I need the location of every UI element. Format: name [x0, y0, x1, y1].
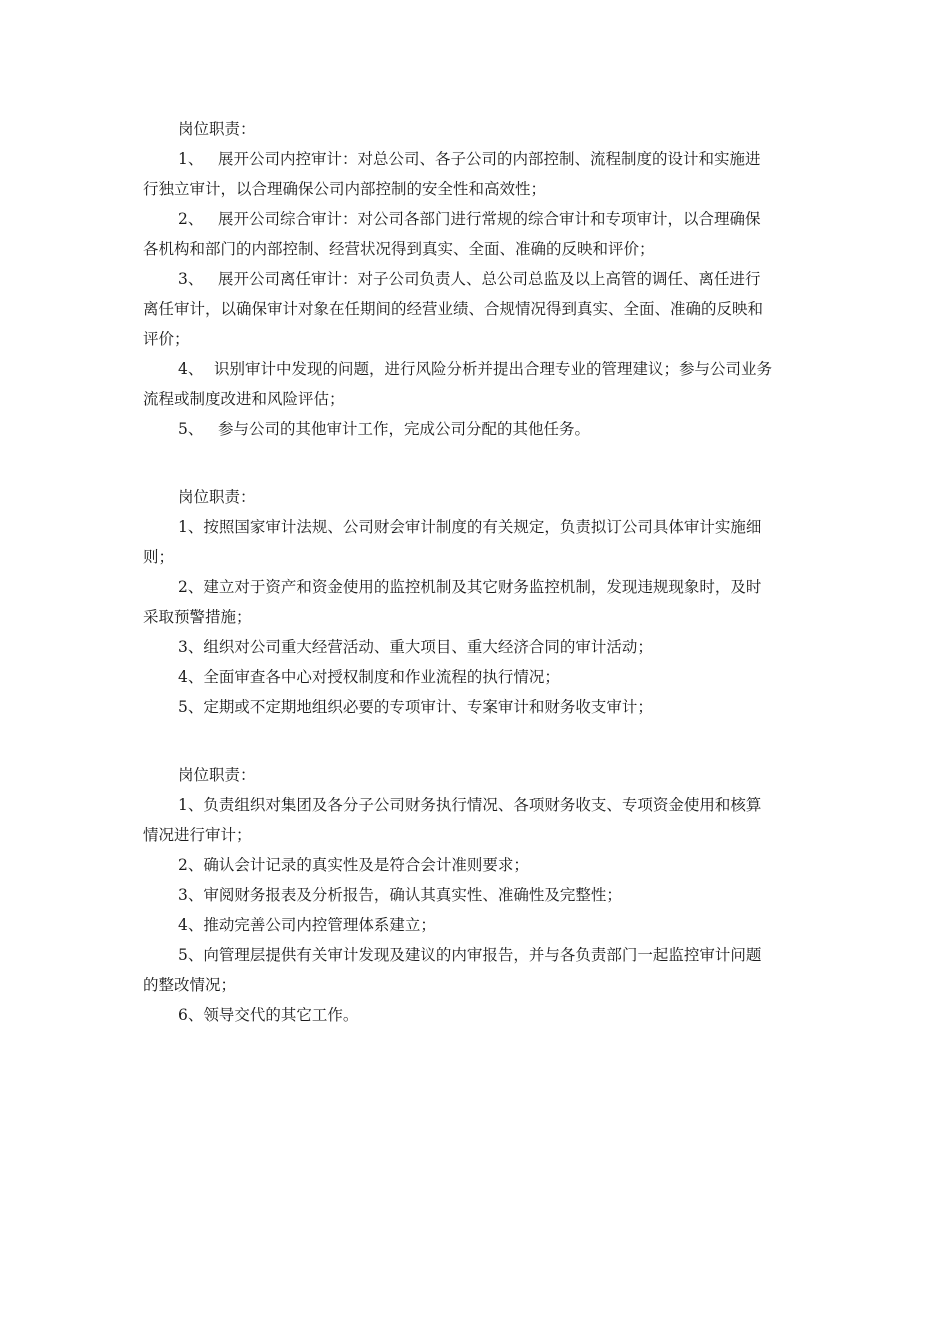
- section-heading: 岗位职责：: [178, 766, 256, 784]
- list-item: [143, 358, 809, 380]
- list-item: 4、推动完善公司内控管理体系建立；: [178, 916, 436, 934]
- item-number: 3、: [178, 270, 204, 288]
- item-text-continued: 采取预警措施；: [143, 608, 252, 626]
- item-text-continued: 离任审计，以确保审计对象在任期间的经营业绩、合规情况得到真实、全面、准确的反映和: [143, 300, 764, 318]
- item-number: 5、: [178, 420, 204, 438]
- list-item: 3、审阅财务报表及分析报告，确认其真实性、准确性及完整性；: [178, 886, 622, 904]
- item-text: 识别审计中发现的问题，进行风险分析并提出合理专业的管理建议；参与公司业务: [214, 360, 773, 378]
- item-text-continued: 评价；: [143, 330, 190, 348]
- list-item: 1、负责组织对集团及各分子公司财务执行情况、各项财务收支、专项资金使用和核算: [178, 796, 762, 814]
- item-number: 2、: [178, 210, 204, 228]
- item-number: 4、: [178, 360, 204, 378]
- list-item: 4、全面审查各中心对授权制度和作业流程的执行情况；: [178, 668, 560, 686]
- item-text: 展开公司综合审计：对公司各部门进行常规的综合审计和专项审计，以合理确保: [218, 210, 761, 228]
- item-text-continued: 行独立审计，以合理确保公司内部控制的安全性和高效性；: [143, 180, 547, 198]
- list-item: 2、确认会计记录的真实性及是符合会计准则要求；: [178, 856, 529, 874]
- item-text: 参与公司的其他审计工作，完成公司分配的其他任务。: [218, 420, 591, 438]
- item-text-continued: 情况进行审计；: [143, 826, 252, 844]
- list-item: [143, 148, 809, 170]
- item-number: 1、: [178, 150, 204, 168]
- section-heading: 岗位职责：: [178, 120, 256, 138]
- list-item: 6、领导交代的其它工作。: [178, 1006, 359, 1024]
- document-page: [143, 118, 809, 1026]
- list-item: 3、组织对公司重大经营活动、重大项目、重大经济合同的审计活动；: [178, 638, 653, 656]
- item-text-continued: 流程或制度改进和风险评估；: [143, 390, 345, 408]
- item-text-continued: 的整改情况；: [143, 976, 237, 994]
- list-item: [143, 418, 809, 440]
- item-text: 展开公司离任审计：对子公司负责人、总公司总监及以上高管的调任、离任进行: [218, 270, 761, 288]
- section-heading: 岗位职责：: [178, 488, 256, 506]
- list-item: 1、按照国家审计法规、公司财会审计制度的有关规定，负责拟订公司具体审计实施细: [178, 518, 762, 536]
- item-text: 展开公司内控审计：对总公司、各子公司的内部控制、流程制度的设计和实施进: [218, 150, 761, 168]
- list-item: 2、建立对于资产和资金使用的监控机制及其它财务监控机制，发现违规现象时，及时: [178, 578, 762, 596]
- item-text-continued: 则；: [143, 548, 175, 566]
- list-item: [143, 268, 809, 290]
- list-item: 5、定期或不定期地组织必要的专项审计、专案审计和财务收支审计；: [178, 698, 653, 716]
- list-item: 5、向管理层提供有关审计发现及建议的内审报告，并与各负责部门一起监控审计问题: [178, 946, 762, 964]
- list-item: [143, 208, 809, 230]
- item-text-continued: 各机构和部门的内部控制、经营状况得到真实、全面、准确的反映和评价；: [143, 240, 655, 258]
